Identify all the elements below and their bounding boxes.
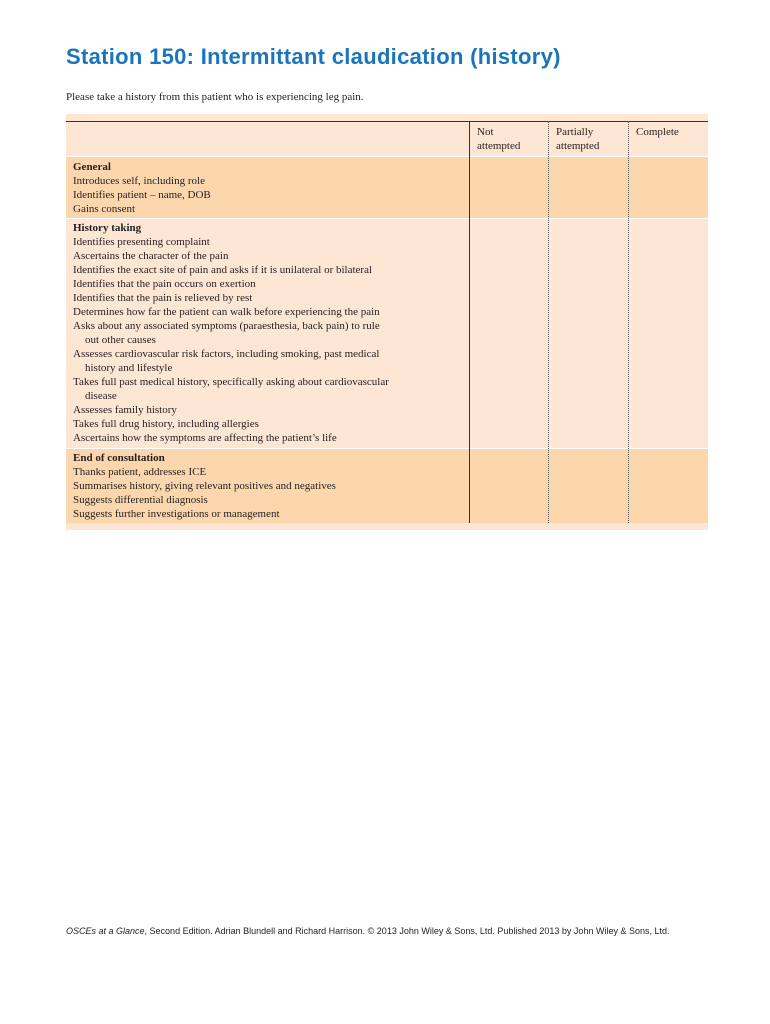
list-item: Identifies that the pain is relieved by rest	[73, 292, 253, 304]
section-end-of-consultation	[73, 451, 336, 521]
section-heading: End of consultation	[73, 452, 165, 464]
section-heading: General	[73, 161, 111, 173]
column-divider	[548, 121, 549, 523]
column-divider	[628, 121, 629, 523]
mark-sheet	[66, 114, 708, 530]
list-item: Assesses cardiovascular risk factors, including smoking, past medical	[73, 348, 380, 360]
list-item: Identifies presenting complaint	[73, 236, 210, 248]
list-item: Ascertains the character of the pain	[73, 250, 229, 262]
col-header-not-attempted: Not attempted	[477, 126, 521, 152]
list-item-continued: history and lifestyle	[85, 362, 173, 374]
table-top-rule	[66, 121, 708, 122]
column-divider	[469, 121, 470, 523]
list-item: Identifies that the pain occurs on exertion	[73, 278, 256, 290]
page-title: Station 150: Intermittant claudication (history)	[66, 44, 561, 69]
list-item-continued: out other causes	[85, 334, 156, 346]
list-item: Takes full drug history, including allergies	[73, 418, 259, 430]
list-item: Takes full past medical history, specifically asking about cardiovascular	[73, 376, 389, 388]
list-item: Determines how far the patient can walk before experiencing the pain	[73, 306, 380, 318]
list-item: Identifies patient – name, DOB	[73, 189, 211, 201]
list-item-continued: disease	[85, 390, 117, 402]
instructions: Please take a history from this patient who is experiencing leg pain.	[66, 91, 364, 103]
col-header-complete: Complete	[636, 126, 679, 138]
section-general	[73, 160, 211, 216]
list-item: Suggests differential diagnosis	[73, 494, 208, 506]
list-item: Assesses family history	[73, 404, 177, 416]
list-item: Introduces self, including role	[73, 175, 205, 187]
list-item: Identifies the exact site of pain and asks if it is unilateral or bilateral	[73, 264, 373, 276]
section-history-taking	[73, 221, 389, 445]
col-header-partially-attempted: Partially attempted	[556, 126, 600, 152]
list-item: Suggests further investigations or management	[73, 508, 280, 520]
section-heading: History taking	[73, 222, 142, 234]
list-item: Asks about any associated symptoms (paraesthesia, back pain) to rule	[73, 320, 380, 332]
list-item: Ascertains how the symptoms are affecting the patient’s life	[73, 432, 337, 444]
list-item: Summarises history, giving relevant positives and negatives	[73, 480, 336, 492]
book-title: OSCEs at a Glance	[66, 926, 145, 936]
list-item: Gains consent	[73, 203, 136, 215]
copyright-text: , Second Edition. Adrian Blundell and Richard Harrison. © 2013 John Wiley & Sons, Ltd. Published 2013 by John Wiley & Sons, Ltd.	[144, 926, 670, 936]
list-item: Thanks patient, addresses ICE	[73, 466, 207, 478]
copyright-footer	[66, 926, 669, 936]
